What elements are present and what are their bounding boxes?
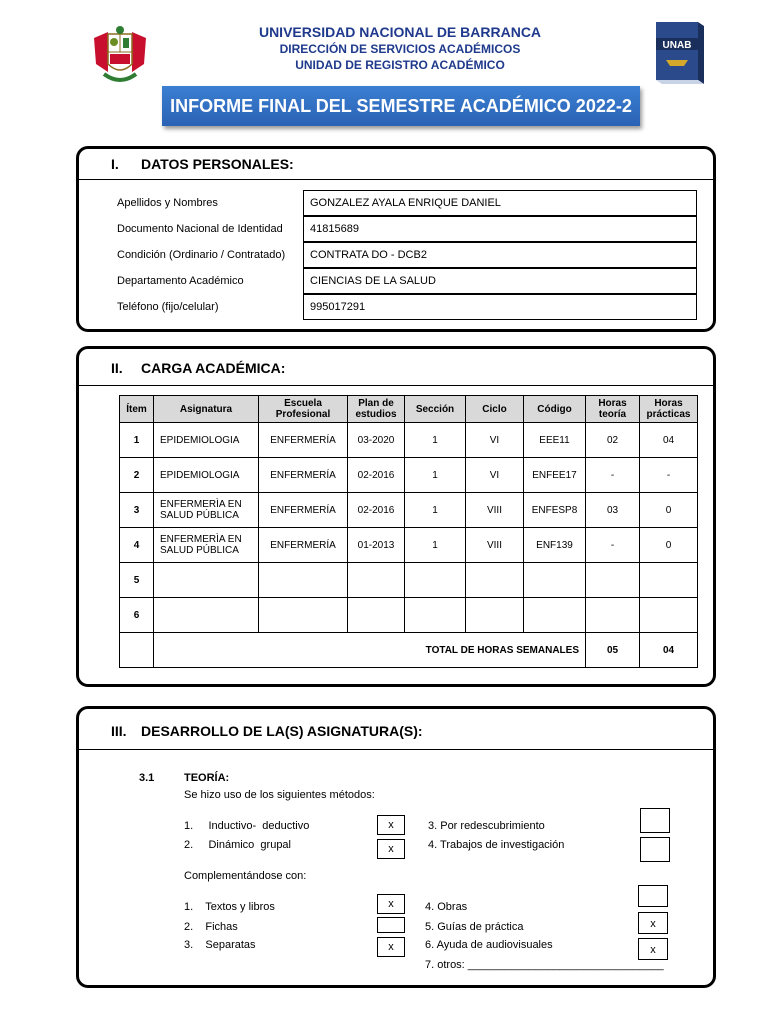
section-title <box>79 713 713 750</box>
cell-codigo: ENF139 <box>524 528 586 563</box>
col-header-seccion: Sección <box>405 396 466 423</box>
complement-intro: Complementándose con: <box>184 870 307 882</box>
cell-item: 5 <box>120 563 154 598</box>
table-header-row <box>120 396 698 423</box>
resource-checkbox[interactable]: x <box>377 894 405 914</box>
cell-ciclo <box>466 598 524 633</box>
cell-item: 4 <box>120 528 154 563</box>
cell-escuela: ENFERMERÍA <box>259 458 348 493</box>
method-label: 3. Por redescubrimiento <box>428 820 545 832</box>
cell-teoria <box>586 598 640 633</box>
section-number: III. <box>111 723 127 739</box>
cell-plan: 02-2016 <box>348 458 405 493</box>
field-value-telefono: 995017291 <box>303 294 697 320</box>
cell-escuela: ENFERMERÍA <box>259 423 348 458</box>
resource-checkbox[interactable] <box>638 885 668 907</box>
resource-label: 2. Fichas <box>184 921 238 933</box>
logo-text: UNAB <box>662 40 692 51</box>
field-label-dni: Documento Nacional de Identidad <box>117 223 283 235</box>
cell-practicas <box>640 563 698 598</box>
cell-teoria: 03 <box>586 493 640 528</box>
cell-seccion <box>405 598 466 633</box>
cell-item: 1 <box>120 423 154 458</box>
cell-teoria: - <box>586 458 640 493</box>
cell-codigo <box>524 563 586 598</box>
resource-checkbox[interactable]: x <box>638 912 668 934</box>
resource-checkbox[interactable]: x <box>377 937 405 957</box>
cell-plan: 03-2020 <box>348 423 405 458</box>
table-row <box>120 493 698 528</box>
table-row <box>120 458 698 493</box>
cell-ciclo: VIII <box>466 528 524 563</box>
cell-seccion: 1 <box>405 528 466 563</box>
carga-academica-section <box>76 346 716 687</box>
cell-plan <box>348 563 405 598</box>
section-title <box>79 353 713 386</box>
cell-escuela: ENFERMERÍA <box>259 493 348 528</box>
resource-label: 4. Obras <box>425 901 468 913</box>
cell-practicas: 0 <box>640 493 698 528</box>
field-value-nombres: GONZALEZ AYALA ENRIQUE DANIEL <box>303 190 697 216</box>
section-heading: CARGA ACADÉMICA: <box>141 360 286 376</box>
field-value-departamento: CIENCIAS DE LA SALUD <box>303 268 697 294</box>
cell-asignatura <box>154 598 259 633</box>
cell-item: 3 <box>120 493 154 528</box>
cell-escuela <box>259 563 348 598</box>
col-header-codigo: Código <box>524 396 586 423</box>
col-header-horas-practicas: Horas prácticas <box>640 396 698 423</box>
table-row <box>120 563 698 598</box>
total-label: TOTAL DE HORAS SEMANALES <box>154 633 586 668</box>
subsection-title: TEORÍA: <box>184 772 230 784</box>
field-label-departamento: Departamento Académico <box>117 275 244 287</box>
cell-escuela <box>259 598 348 633</box>
col-header-plan: Plan de estudios <box>348 396 405 423</box>
methods-intro: Se hizo uso de los siguientes métodos: <box>184 789 375 801</box>
unit-name: UNIDAD DE REGISTRO ACADÉMICO <box>295 58 505 72</box>
cell-codigo: ENFEE17 <box>524 458 586 493</box>
cell-asignatura: ENFERMERÌA EN SALUD PÚBLICA <box>154 528 259 563</box>
cell-asignatura: ENFERMERÌA EN SALUD PÚBLICA <box>154 493 259 528</box>
cell-teoria: 02 <box>586 423 640 458</box>
cell-item: 6 <box>120 598 154 633</box>
cell-practicas: 0 <box>640 528 698 563</box>
cell-seccion: 1 <box>405 423 466 458</box>
cell-practicas: 04 <box>640 423 698 458</box>
cell-plan: 01-2013 <box>348 528 405 563</box>
unab-logo-icon <box>648 18 706 88</box>
cell-ciclo: VI <box>466 423 524 458</box>
cell-seccion: 1 <box>405 493 466 528</box>
resource-label: 6. Ayuda de audiovisuales <box>425 939 553 951</box>
subsection-number: 3.1 <box>139 772 155 784</box>
resource-label: 5. Guías de práctica <box>425 921 524 933</box>
table-row <box>120 528 698 563</box>
method-checkbox[interactable] <box>640 837 670 862</box>
report-title-banner: INFORME FINAL DEL SEMESTRE ACADÉMICO 2022-2 <box>162 86 640 126</box>
col-header-item: Ítem <box>120 396 154 423</box>
col-header-horas-teoria: Horas teoría <box>586 396 640 423</box>
total-empty-cell <box>120 633 154 668</box>
table-row <box>120 423 698 458</box>
datos-personales-section <box>76 146 716 332</box>
cell-practicas: - <box>640 458 698 493</box>
field-label-nombres: Apellidos y Nombres <box>117 197 218 209</box>
resource-label-otros: 7. otros: ________________________________ <box>425 959 664 971</box>
method-checkbox[interactable]: x <box>377 815 405 835</box>
table-row <box>120 598 698 633</box>
section-title <box>79 149 713 180</box>
field-label-condicion: Condición (Ordinario / Contratado) <box>117 249 286 261</box>
cell-codigo <box>524 598 586 633</box>
cell-seccion: 1 <box>405 458 466 493</box>
col-header-asignatura: Asignatura <box>154 396 259 423</box>
university-name: UNIVERSIDAD NACIONAL DE BARRANCA <box>258 24 542 40</box>
cell-asignatura: EPIDEMIOLOGIA <box>154 423 259 458</box>
cell-plan: 02-2016 <box>348 493 405 528</box>
method-label: 4. Trabajos de investigación <box>428 839 565 851</box>
section-number: I. <box>111 156 119 172</box>
section-number: II. <box>111 360 123 376</box>
section-heading: DESARROLLO DE LA(S) ASIGNATURA(S): <box>141 723 423 739</box>
method-checkbox[interactable]: x <box>377 839 405 859</box>
total-practicas: 04 <box>640 633 698 668</box>
col-header-ciclo: Ciclo <box>466 396 524 423</box>
col-header-escuela: Escuela Profesional <box>259 396 348 423</box>
cell-teoria: - <box>586 528 640 563</box>
cell-ciclo: VI <box>466 458 524 493</box>
cell-teoria <box>586 563 640 598</box>
cell-practicas <box>640 598 698 633</box>
section-heading: DATOS PERSONALES: <box>141 156 294 172</box>
cell-asignatura <box>154 563 259 598</box>
carga-academica-table <box>119 395 698 668</box>
method-label: 2. Dinámico grupal <box>184 839 291 851</box>
method-label: 1. Inductivo- deductivo <box>184 820 310 832</box>
cell-codigo: ENFESP8 <box>524 493 586 528</box>
cell-codigo: EEE11 <box>524 423 586 458</box>
cell-ciclo: VIII <box>466 493 524 528</box>
resource-checkbox[interactable]: x <box>638 938 668 960</box>
cell-asignatura: EPIDEMIOLOGIA <box>154 458 259 493</box>
direction-name: DIRECCIÓN DE SERVICIOS ACADÉMICOS <box>279 42 521 56</box>
resource-label: 1. Textos y libros <box>184 901 275 913</box>
field-label-telefono: Teléfono (fijo/celular) <box>117 301 219 313</box>
cell-item: 2 <box>120 458 154 493</box>
peru-coat-of-arms-icon <box>88 24 152 88</box>
resource-label: 3. Separatas <box>184 939 256 951</box>
cell-escuela: ENFERMERÍA <box>259 528 348 563</box>
field-value-condicion: CONTRATA DO - DCB2 <box>303 242 697 268</box>
total-row <box>120 633 698 668</box>
field-value-dni: 41815689 <box>303 216 697 242</box>
desarrollo-asignaturas-section <box>76 706 716 988</box>
cell-ciclo <box>466 563 524 598</box>
method-checkbox[interactable] <box>640 808 670 833</box>
cell-seccion <box>405 563 466 598</box>
total-teoria: 05 <box>586 633 640 668</box>
cell-plan <box>348 598 405 633</box>
resource-checkbox[interactable] <box>377 917 405 933</box>
